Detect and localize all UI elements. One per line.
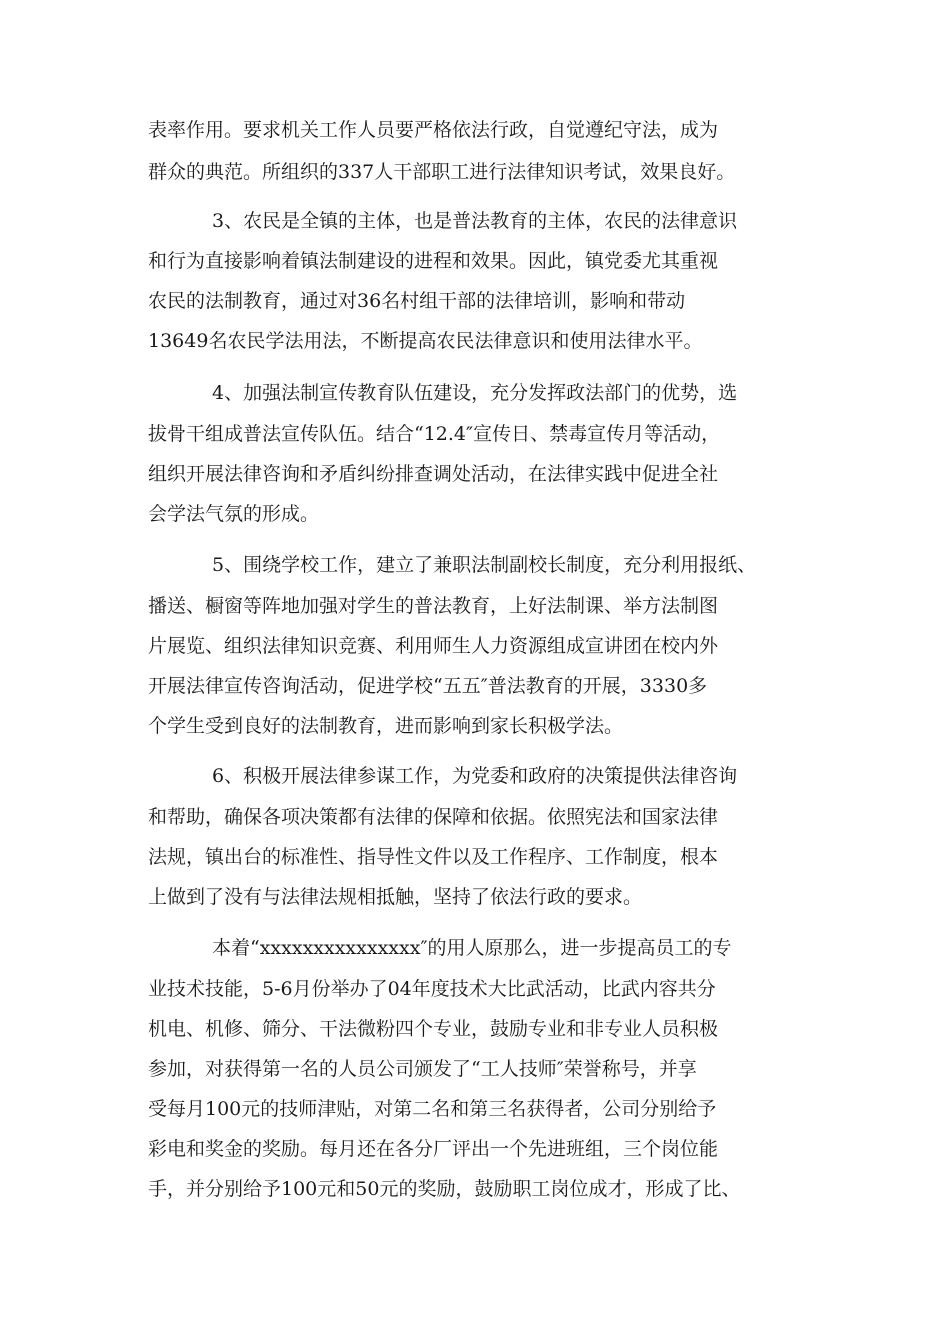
text-line: 农民的法制教育，通过对36名村组干部的法律培训，影响和带动 bbox=[148, 290, 686, 312]
text-line: 受每月100元的技师津贴，对第二名和第三名获得者，公司分别给予 bbox=[148, 1098, 717, 1120]
text-line: 和帮助，确保各项决策都有法律的保障和依据。依照宪法和国家法律 bbox=[148, 806, 719, 828]
text-line: 6、积极开展法律参谋工作，为党委和政府的决策提供法律咨询 bbox=[212, 765, 738, 787]
text-line: 彩电和奖金的奖励。每月还在各分厂评出一个先进班组，三个岗位能 bbox=[148, 1138, 719, 1160]
text-line: 机电、机修、筛分、干法微粉四个专业，鼓励专业和非专业人员积极 bbox=[148, 1018, 719, 1040]
text-line: 法规，镇出台的标准性、指导性文件以及工作程序、工作制度，根本 bbox=[148, 846, 719, 868]
text-line: 4、加强法制宣传教育队伍建设，充分发挥政法部门的优势，选 bbox=[212, 382, 738, 404]
text-line: 开展法律宣传咨询活动，促进学校“五五″普法教育的开展，3330多 bbox=[148, 675, 708, 697]
text-line: 上做到了没有与法律法规相抵触，坚持了依法行政的要求。 bbox=[148, 886, 643, 908]
text-line: 表率作用。要求机关工作人员要严格依法行政，自觉遵纪守法，成为 bbox=[148, 119, 719, 141]
text-line: 组织开展法律咨询和矛盾纠纷排查调处活动，在法律实践中促进全社 bbox=[148, 463, 719, 485]
text-line: 播送、橱窗等阵地加强对学生的普法教育，上好法制课、举方法制图 bbox=[148, 595, 719, 617]
text-line: 和行为直接影响着镇法制建设的进程和效果。因此，镇党委尤其重视 bbox=[148, 250, 719, 272]
text-line: 拔骨干组成普法宣传队伍。结合“12.4″宣传日、禁毒宣传月等活动， bbox=[148, 423, 721, 445]
text-line: 会学法气氛的形成。 bbox=[148, 503, 320, 525]
text-line: 5、围绕学校工作，建立了兼职法制副校长制度，充分利用报纸、 bbox=[212, 554, 757, 576]
text-line: 手，并分别给予100元和50元的奖励，鼓励职工岗位成才，形成了比、 bbox=[148, 1178, 741, 1200]
text-line: 片展览、组织法律知识竞赛、利用师生人力资源组成宣讲团在校内外 bbox=[148, 635, 719, 657]
text-line: 个学生受到良好的法制教育，进而影响到家长积极学法。 bbox=[148, 715, 624, 737]
text-line: 13649名农民学法用法，不断提高农民法律意识和使用法律水平。 bbox=[148, 330, 703, 352]
text-line: 3、农民是全镇的主体，也是普法教育的主体，农民的法律意识 bbox=[212, 210, 738, 232]
text-line: 群众的典范。所组织的337人干部职工进行法律知识考试，效果良好。 bbox=[148, 161, 736, 183]
text-line: 本着“xxxxxxxxxxxxxxx″的用人原那么，进一步提高员工的专 bbox=[212, 937, 732, 959]
text-line: 参加，对获得第一名的人员公司颁发了“工人技师″荣誉称号，并享 bbox=[148, 1058, 697, 1080]
text-line: 业技术技能，5-6月份举办了04年度技术大比武活动，比武内容共分 bbox=[148, 978, 716, 1000]
